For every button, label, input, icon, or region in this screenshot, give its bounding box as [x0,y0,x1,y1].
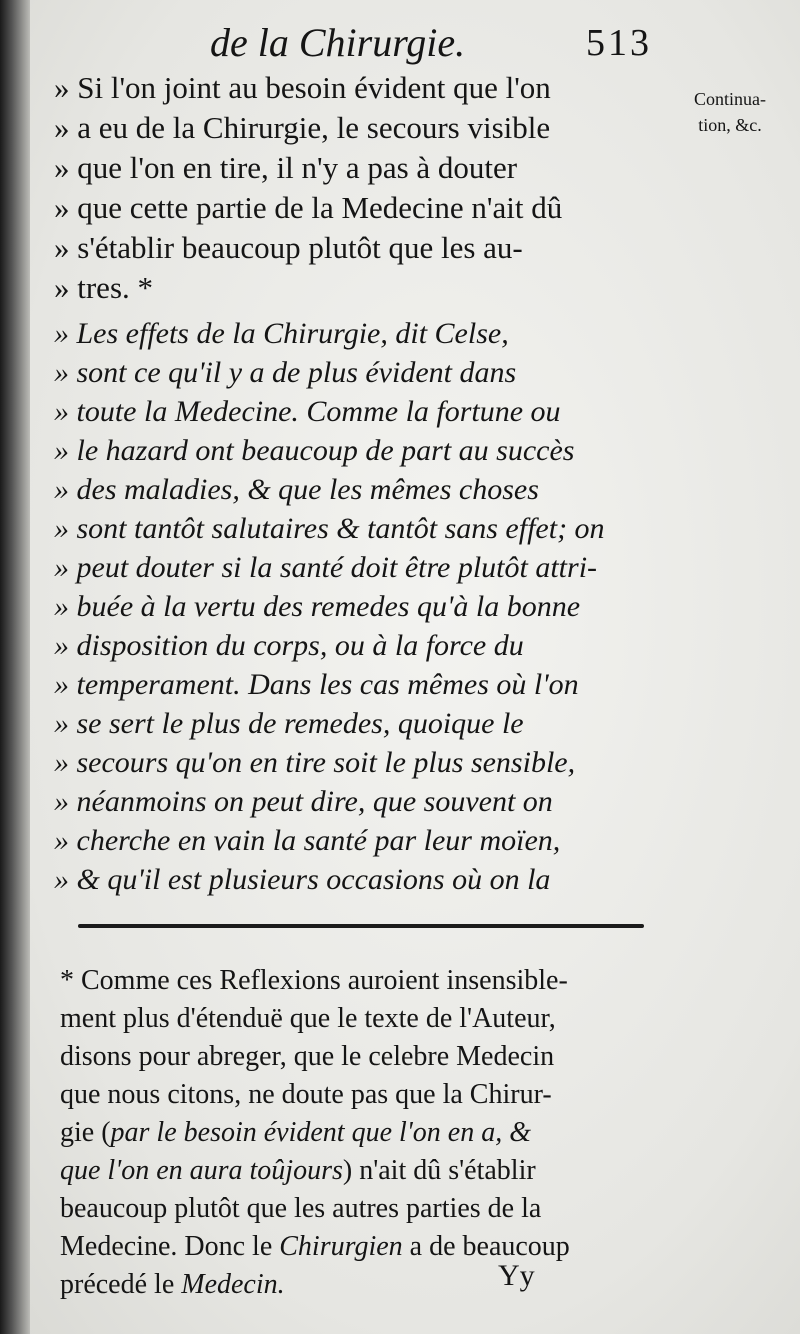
text-line: » que l'on en tire, il n'y a pas à douter [54,150,518,185]
quoted-text-line: » buée à la vertu des remedes qu'à la bonne [54,590,581,623]
footnote-line: beaucoup plutôt que les autres parties de la [60,1193,542,1224]
footnote-italic-text: que l'on en aura toûjours [60,1155,343,1186]
margin-note-line: Continua- [694,89,766,109]
footnote-line: disons pour abreger, que le celebre Medecin [60,1041,555,1072]
footnote-italic-text: par le besoin évident que l'on en a, & [110,1117,531,1148]
quoted-text-line: » peut douter si la santé doit être plutôt attri- [54,551,598,584]
footnote-line [60,1228,680,1266]
footnote-separator-rule [78,924,644,928]
text-line: » tres. * [54,270,154,305]
quoted-text-line: » néanmoins on peut dire, que souvent on [54,785,553,818]
footnote-text: a de beaucoup [402,1231,570,1262]
quoted-text-line: » des maladies, & que les mêmes choses [54,473,539,506]
quoted-text-line: » temperament. Dans les cas mêmes où l'on [54,668,579,701]
quoted-text-line: » & qu'il est plusieurs occasions où on la [54,863,551,896]
text-line: » a eu de la Chirurgie, le secours visible [54,110,551,145]
page-gutter-shadow [0,0,30,1334]
quoted-text-line: » sont tantôt salutaires & tantôt sans effet; on [54,512,605,545]
signature-mark: Yy [498,1259,535,1292]
quoted-text-line: » le hazard ont beaucoup de part au succès [54,434,575,467]
text-line: » Si l'on joint au besoin évident que l'on [54,70,551,105]
footnote-block [60,962,680,1304]
footnote-line: * Comme ces Reflexions auroient insensible- [60,965,568,996]
footnote-line [60,1152,680,1190]
text-line: » que cette partie de la Medecine n'ait dû [54,190,563,225]
page-number: 513 [586,22,652,64]
quoted-text-line: » se sert le plus de remedes, quoique le [54,707,524,740]
footnote-text: précedé le [60,1269,182,1300]
footnote-italic-text: Medecin. [181,1269,285,1300]
footnote-text: gie ( [60,1117,111,1148]
quoted-text-line: » secours qu'on en tire soit le plus sensible, [54,746,576,779]
quoted-text-line: » cherche en vain la santé par leur moïen, [54,824,561,857]
margin-note-line: tion, &c. [698,115,762,135]
quoted-text-line: » Les effets de la Chirurgie, dit Celse, [54,317,509,350]
footnote-line: ment plus d'étenduë que le texte de l'Auteur, [60,1003,556,1034]
text-line: » s'établir beaucoup plutôt que les au- [54,230,523,265]
footnote-text: ) n'ait dû s'établir [342,1155,536,1186]
quoted-text-line: » sont ce qu'il y a de plus évident dans [54,356,517,389]
footnote-line [60,1114,680,1152]
footnote-italic-text: Chirurgien [279,1231,403,1262]
footnote-text: Medecine. Donc le [60,1231,280,1262]
running-title: de la Chirurgie. [210,20,466,65]
footnote-line: que nous citons, ne doute pas que la Chirur- [60,1079,552,1110]
main-text-block [54,68,664,899]
margin-note [664,86,796,138]
quoted-text-line: » toute la Medecine. Comme la fortune ou [54,395,561,428]
footnote-line [60,1266,680,1304]
quoted-text-line: » disposition du corps, ou à la force du [54,629,524,662]
running-head [210,18,660,68]
